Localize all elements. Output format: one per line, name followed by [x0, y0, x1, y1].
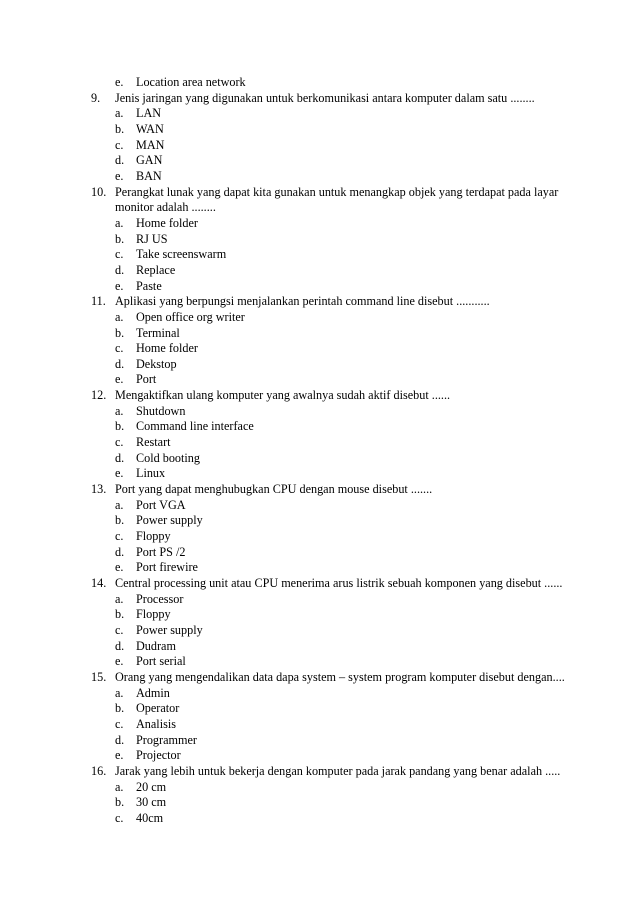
option-letter: b. — [115, 795, 125, 810]
option-text: 20 cm — [136, 779, 167, 794]
option-row — [0, 357, 638, 373]
option-letter: d. — [115, 153, 125, 168]
option-text: MAN — [136, 137, 165, 152]
question-number: 12. — [91, 388, 107, 403]
option-text: Shutdown — [136, 403, 186, 418]
question-row — [0, 670, 638, 686]
question-10 — [0, 185, 638, 295]
option-letter: b. — [115, 513, 125, 528]
option-row — [0, 310, 638, 326]
option-row — [0, 247, 638, 263]
option-letter: b. — [115, 419, 125, 434]
option-row — [0, 545, 638, 561]
option-text: LAN — [136, 106, 162, 121]
option-text: Power supply — [136, 513, 203, 528]
option-letter: a. — [115, 779, 124, 794]
option-letter: b. — [115, 231, 125, 246]
option-text: Home folder — [136, 215, 198, 230]
option-letter: b. — [115, 701, 125, 716]
option-letter: d. — [115, 638, 125, 653]
question-15 — [0, 670, 638, 764]
option-text: Projector — [136, 748, 181, 763]
option-text: Analisis — [136, 716, 176, 731]
option-letter: a. — [115, 403, 124, 418]
option-text: Command line interface — [136, 419, 254, 434]
question-12 — [0, 388, 638, 482]
question-text: Aplikasi yang berpungsi menjalankan perintah command line disebut ........... — [115, 294, 490, 309]
option-letter: a. — [115, 591, 124, 606]
option-row — [0, 232, 638, 248]
question-row — [0, 764, 638, 780]
option-row — [0, 326, 638, 342]
question-11 — [0, 294, 638, 388]
option-text: Terminal — [136, 325, 180, 340]
question-text: Port yang dapat menghubugkan CPU dengan mouse disebut ....... — [115, 482, 433, 497]
option-row — [0, 748, 638, 764]
option-letter: c. — [115, 810, 124, 825]
option-row — [0, 75, 638, 91]
option-letter: a. — [115, 497, 124, 512]
question-text: Perangkat lunak yang dapat kita gunakan untuk menangkap objek yang terdapat pada layar — [115, 184, 559, 199]
option-row — [0, 717, 638, 733]
option-letter: d. — [115, 356, 125, 371]
option-text: Paste — [136, 278, 162, 293]
option-text: Admin — [136, 685, 170, 700]
option-letter: e. — [115, 560, 124, 575]
option-text: BAN — [136, 168, 162, 183]
option-row — [0, 607, 638, 623]
option-letter: d. — [115, 732, 125, 747]
option-row — [0, 811, 638, 827]
question-number: 16. — [91, 763, 107, 778]
option-text: 30 cm — [136, 795, 167, 810]
question-row — [0, 576, 638, 592]
option-row — [0, 592, 638, 608]
option-letter: b. — [115, 325, 125, 340]
question-text-continuation: monitor adalah ........ — [115, 200, 216, 215]
option-text: Take screenswarm — [136, 247, 227, 262]
question-14 — [0, 576, 638, 670]
question-9 — [0, 91, 638, 185]
option-letter: c. — [115, 716, 124, 731]
option-letter: c. — [115, 341, 124, 356]
question-number: 14. — [91, 576, 107, 590]
option-text: Replace — [136, 262, 176, 277]
question-number: 9. — [91, 90, 101, 105]
option-letter: a. — [115, 106, 124, 121]
option-letter: c. — [115, 435, 124, 450]
option-row — [0, 153, 638, 169]
option-row — [0, 341, 638, 357]
option-text: Restart — [136, 435, 171, 450]
option-text: GAN — [136, 153, 163, 168]
question-13 — [0, 482, 638, 576]
option-row — [0, 686, 638, 702]
option-row — [0, 560, 638, 576]
option-letter: e. — [115, 748, 124, 763]
option-text: Programmer — [136, 732, 197, 747]
document-page — [0, 75, 638, 827]
option-row — [0, 419, 638, 435]
option-letter: d. — [115, 450, 125, 465]
option-letter: d. — [115, 262, 125, 277]
option-text: Port PS /2 — [136, 544, 186, 559]
question-number: 15. — [91, 669, 107, 684]
option-text: Port — [136, 372, 157, 387]
question-text: Mengaktifkan ulang komputer yang awalnya sudah aktif disebut ...... — [115, 388, 451, 403]
option-text: Port firewire — [136, 560, 198, 575]
question-text: Central processing unit atau CPU menerima arus listrik sebuah komponen yang disebut ...... — [115, 576, 563, 590]
option-row — [0, 435, 638, 451]
option-text: Home folder — [136, 341, 198, 356]
option-text: Cold booting — [136, 450, 200, 465]
option-row — [0, 639, 638, 655]
option-row — [0, 498, 638, 514]
option-letter: a. — [115, 309, 124, 324]
option-row — [0, 654, 638, 670]
option-row — [0, 263, 638, 279]
option-row — [0, 780, 638, 796]
option-letter: e. — [115, 278, 124, 293]
option-text: Floppy — [136, 529, 171, 544]
option-letter: c. — [115, 137, 124, 152]
option-text: Dekstop — [136, 356, 177, 371]
question-row — [0, 185, 638, 201]
option-text: 40cm — [136, 810, 164, 825]
option-text: WAN — [136, 121, 164, 136]
option-text: Operator — [136, 701, 180, 716]
option-text: Linux — [136, 466, 166, 481]
question-number: 13. — [91, 482, 107, 497]
option-letter: c. — [115, 247, 124, 262]
option-letter: b. — [115, 607, 125, 622]
question-16 — [0, 764, 638, 827]
option-row — [0, 529, 638, 545]
option-row — [0, 404, 638, 420]
option-row — [0, 451, 638, 467]
option-row — [0, 138, 638, 154]
question-row — [0, 294, 638, 310]
question-text: Jenis jaringan yang digunakan untuk berkomunikasi antara komputer dalam satu ........ — [115, 90, 535, 105]
option-letter: a. — [115, 215, 124, 230]
option-text: Location area network — [136, 75, 246, 89]
option-letter: b. — [115, 121, 125, 136]
option-letter: e. — [115, 654, 124, 669]
option-row — [0, 733, 638, 749]
option-text: Floppy — [136, 607, 171, 622]
option-row — [0, 122, 638, 138]
option-row — [0, 701, 638, 717]
option-text: Dudram — [136, 638, 176, 653]
option-row — [0, 623, 638, 639]
option-text: Processor — [136, 591, 184, 606]
question-text: Jarak yang lebih untuk bekerja dengan komputer pada jarak pandang yang benar adalah ..... — [115, 763, 561, 778]
option-letter: e. — [115, 466, 124, 481]
option-text: Port serial — [136, 654, 186, 669]
question-text: Orang yang mengendalikan data dapa system – system program komputer disebut dengan.... — [115, 669, 565, 684]
option-row — [0, 106, 638, 122]
question-continuation-row — [0, 200, 638, 216]
option-row — [0, 466, 638, 482]
option-text: RJ US — [136, 231, 168, 246]
option-row — [0, 169, 638, 185]
option-letter: c. — [115, 529, 124, 544]
option-row — [0, 216, 638, 232]
question-number: 10. — [91, 184, 107, 199]
option-row — [0, 372, 638, 388]
question-number: 11. — [91, 294, 106, 309]
option-text: Port VGA — [136, 497, 186, 512]
option-letter: a. — [115, 685, 124, 700]
question-row — [0, 482, 638, 498]
option-row — [0, 279, 638, 295]
option-letter: c. — [115, 622, 124, 637]
option-text: Power supply — [136, 622, 203, 637]
question-row — [0, 388, 638, 404]
option-text: Open office org writer — [136, 309, 245, 324]
option-letter: e. — [115, 75, 124, 89]
question-row — [0, 91, 638, 107]
option-row — [0, 513, 638, 529]
option-row — [0, 795, 638, 811]
option-letter: e. — [115, 168, 124, 183]
option-letter: e. — [115, 372, 124, 387]
option-letter: d. — [115, 544, 125, 559]
